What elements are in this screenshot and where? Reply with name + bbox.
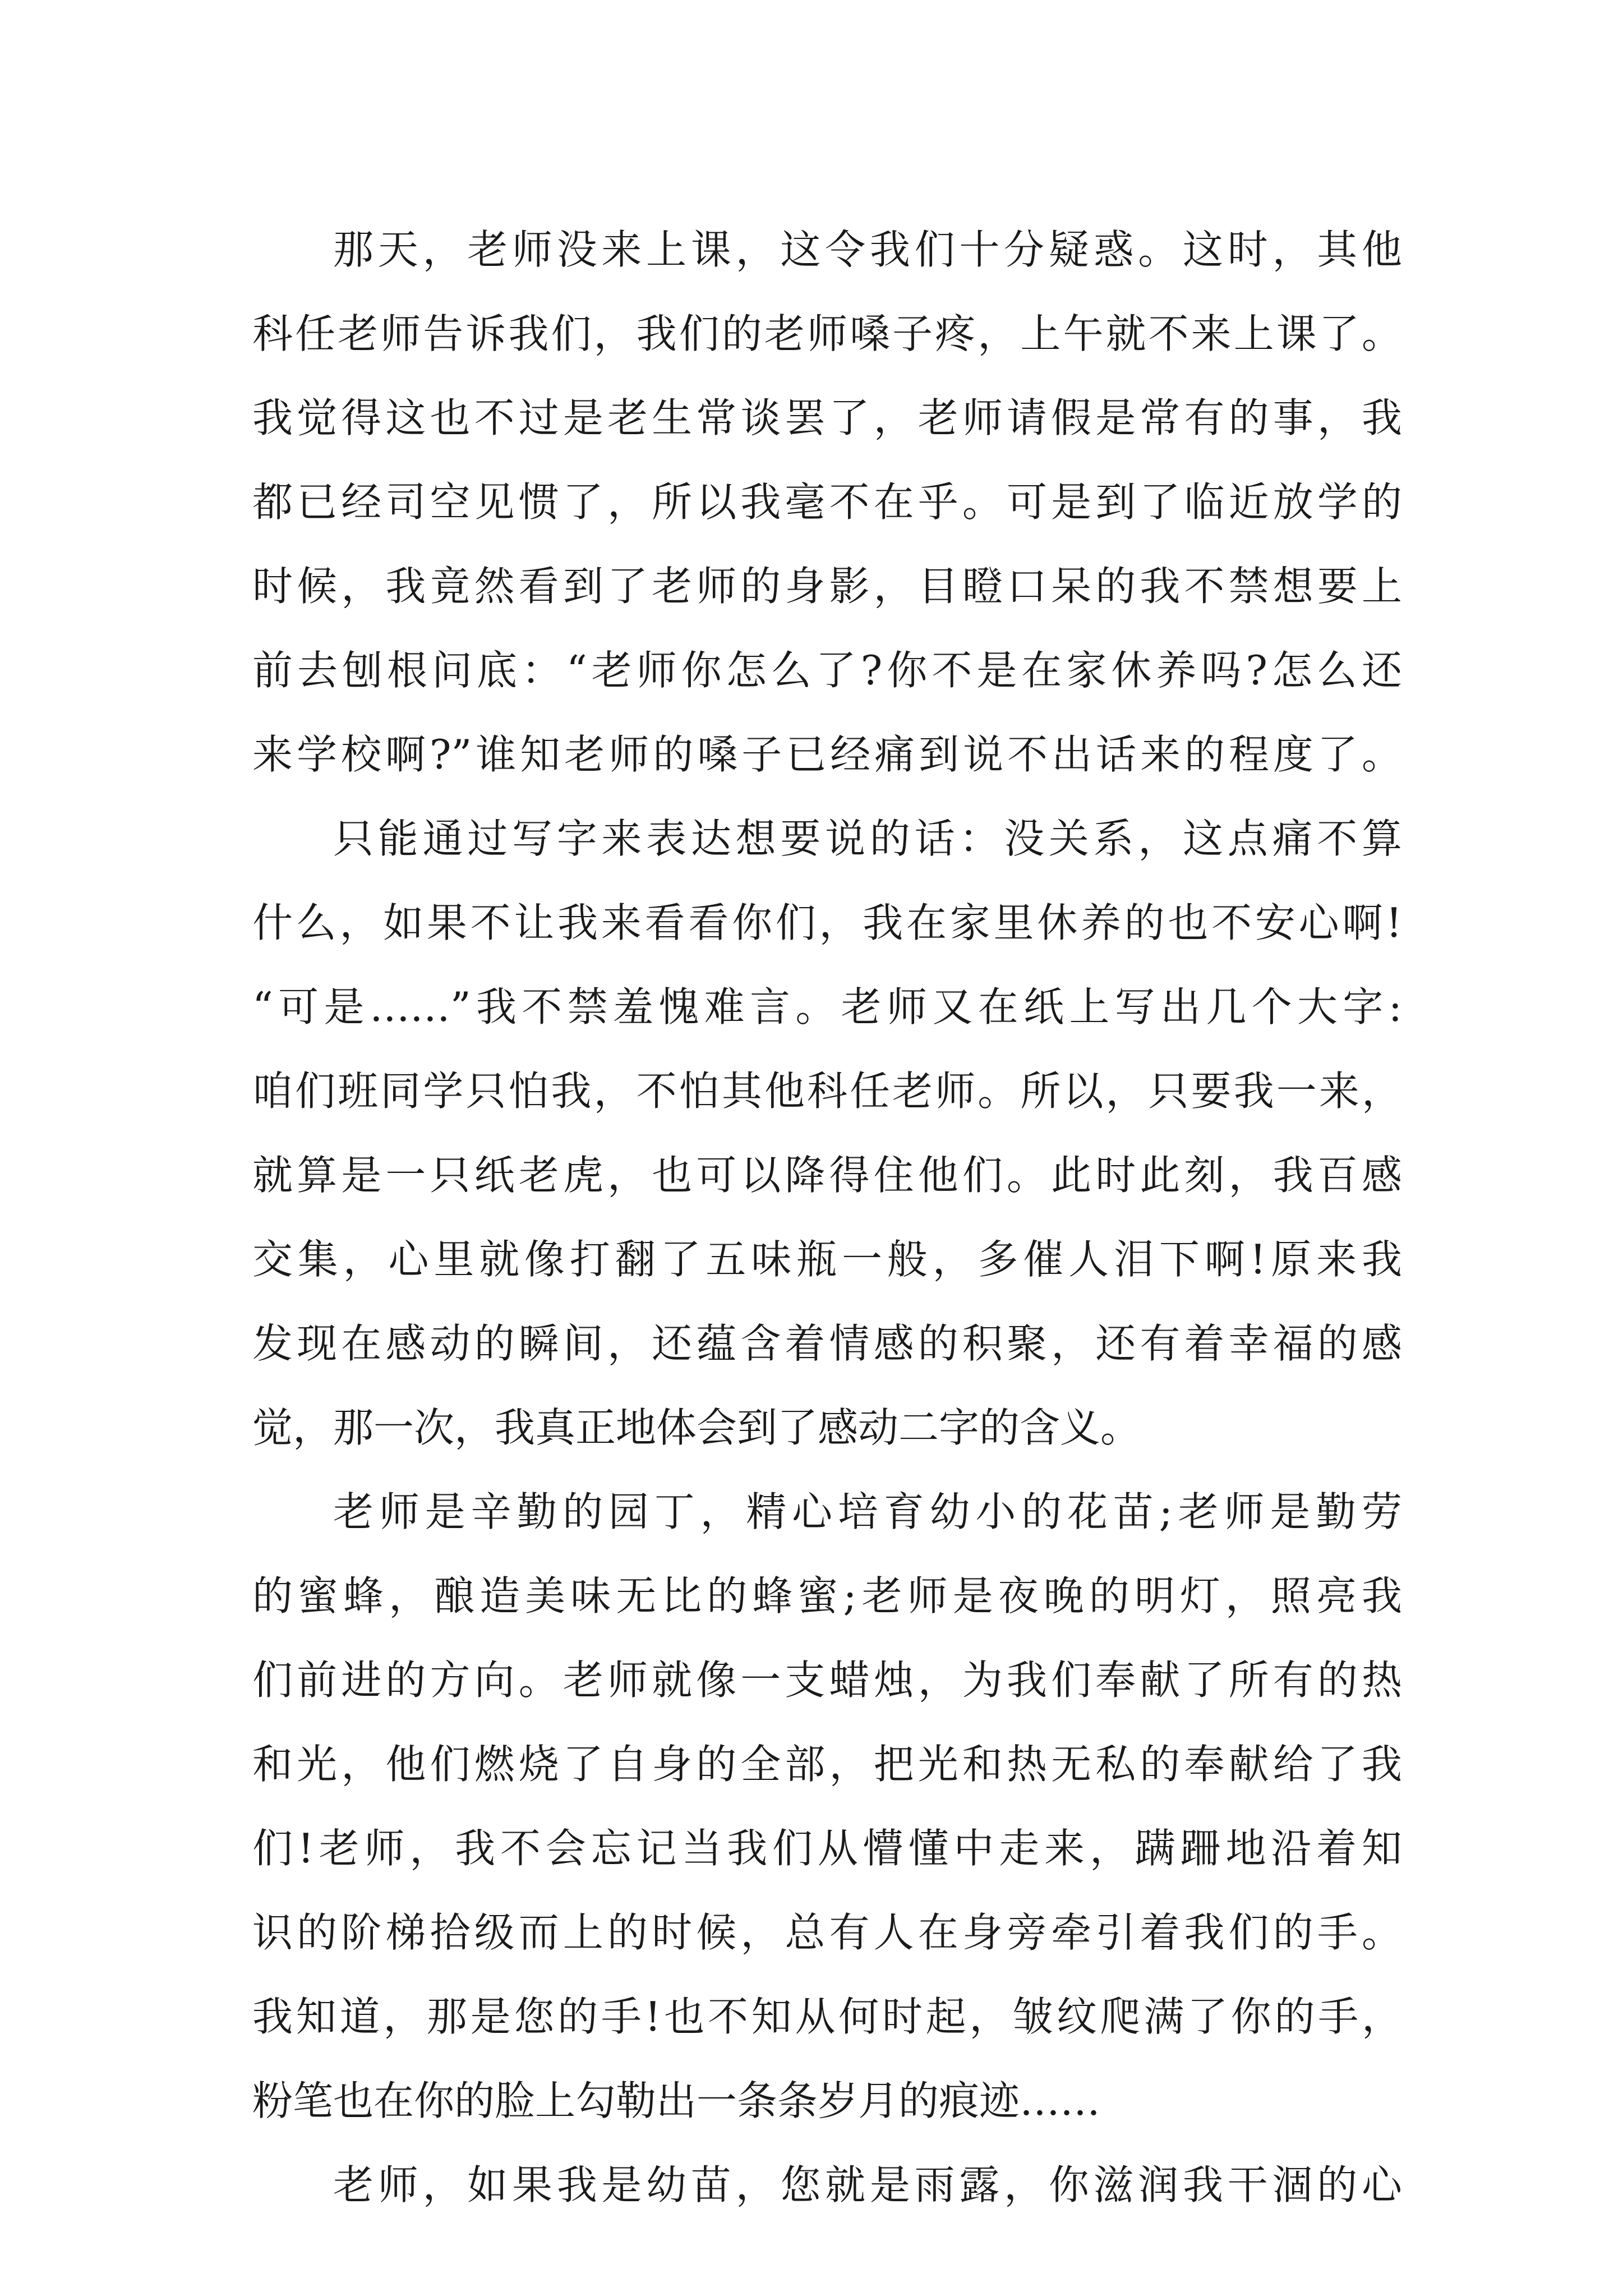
text-line: 我知道，那是您的手!也不知从何时起，皱纹爬满了你的手， [252,1993,1402,2040]
text-line: 只能通过写字来表达想要说的话：没关系，这点痛不算 [333,815,1402,862]
text-line: 发现在感动的瞬间，还蕴含着情感的积聚，还有着幸福的感 [252,1320,1402,1367]
text-line: 粉笔也在你的脸上勾勒出一条条岁月的痕迹…… [252,2077,1101,2124]
text-line: 咱们班同学只怕我，不怕其他科任老师。所以，只要我一来， [252,1068,1402,1115]
text-line: 们!老师，我不会忘记当我们从懵懂中走来，蹒跚地沿着知 [252,1825,1402,1872]
text-line: “可是……”我不禁羞愧难言。老师又在纸上写出几个大字: [252,983,1402,1030]
text-line: 和光，他们燃烧了自身的全部，把光和热无私的奉献给了我 [252,1741,1402,1788]
text-line: 来学校啊?”谁知老师的嗓子已经痛到说不出话来的程度了。 [252,731,1402,778]
paragraph-3 [252,1470,1402,2143]
text-line: 时候，我竟然看到了老师的身影，目瞪口呆的我不禁想要上 [252,563,1402,610]
text-line: 们前进的方向。老师就像一支蜡烛，为我们奉献了所有的热 [252,1657,1402,1704]
text-line: 什么，如果不让我来看看你们，我在家里休养的也不安心啊! [252,899,1402,946]
text-line: 老师是辛勤的园丁，精心培育幼小的花苗;老师是勤劳 [333,1488,1402,1535]
text-line: 觉，那一次，我真正地体会到了感动二字的含义。 [252,1404,1141,1451]
text-line: 就算是一只纸老虎，也可以降得住他们。此时此刻，我百感 [252,1152,1402,1199]
text-line: 那天，老师没来上课，这令我们十分疑惑。这时，其他 [333,226,1402,273]
paragraph-1 [252,208,1402,797]
text-line: 科任老师告诉我们，我们的老师嗓子疼，上午就不来上课了。 [252,310,1402,357]
paragraph-4 [252,2143,1402,2227]
document-body [252,208,1402,2227]
text-line: 识的阶梯拾级而上的时候，总有人在身旁牵引着我们的手。 [252,1909,1402,1956]
text-line: 前去刨根问底：“老师你怎么了?你不是在家休养吗?怎么还 [252,647,1402,694]
text-line: 我觉得这也不过是老生常谈罢了，老师请假是常有的事，我 [252,394,1402,441]
text-line: 交集，心里就像打翻了五味瓶一般，多催人泪下啊!原来我 [252,1236,1402,1283]
text-line: 老师，如果我是幼苗，您就是雨露，你滋润我干涸的心 [333,2161,1402,2208]
text-line: 的蜜蜂，酿造美味无比的蜂蜜;老师是夜晚的明灯，照亮我 [252,1572,1402,1619]
paragraph-2 [252,797,1402,1470]
text-line: 都已经司空见惯了，所以我毫不在乎。可是到了临近放学的 [252,478,1402,526]
